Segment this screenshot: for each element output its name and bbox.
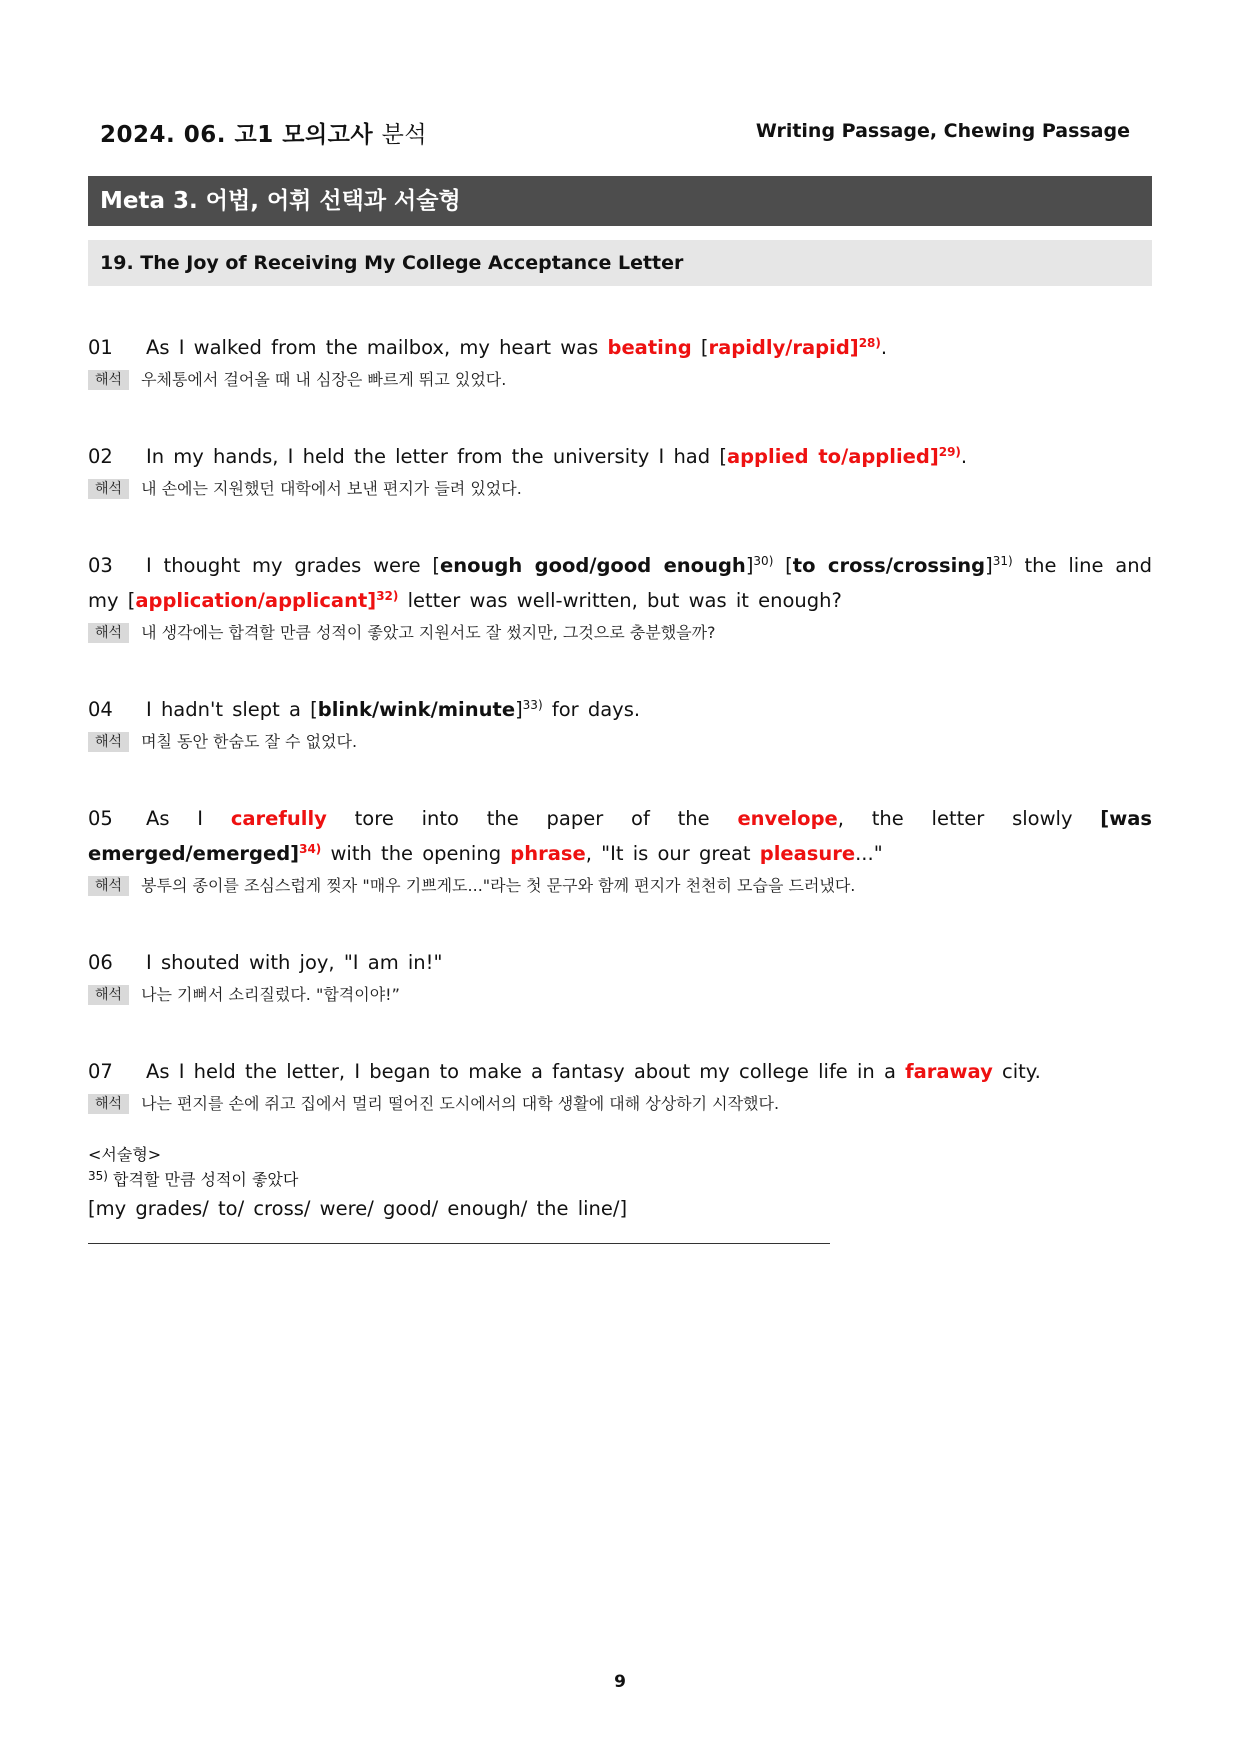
sentence-text: ..." (855, 842, 883, 865)
question-number: 31) (992, 554, 1013, 568)
sentence-text: [ (773, 554, 793, 577)
sentence-text: In my hands, I held the letter from the university I had [ (146, 445, 727, 468)
sentence-number: 01 (88, 336, 113, 359)
sentence-number: 05 (88, 807, 113, 830)
sentence-text: , "It is our great (585, 842, 760, 865)
sentence-05 (88, 801, 1152, 871)
translation-text: 내 생각에는 합격할 만큼 성적이 좋았고 지원서도 잘 썼지만, 그것으로 충분했을까? (141, 623, 716, 642)
translation-04 (88, 730, 1152, 754)
sentence-07 (88, 1054, 1152, 1089)
sentence-text: city. (992, 1060, 1041, 1083)
sentence-01 (88, 330, 1152, 365)
sentence-text: I thought my grades were [ (146, 554, 441, 577)
sentence-text: letter was well-written, but was it enough? (398, 589, 842, 612)
question-number: 34) (299, 842, 322, 856)
sentence-text: As I walked from the mailbox, my heart was (146, 336, 608, 359)
translation-text: 나는 기뻐서 소리질렀다. "합격이야!” (141, 985, 400, 1004)
sentence-text: , the letter slowly (837, 807, 1101, 830)
header-title (100, 116, 427, 149)
sentence-text: . (880, 336, 888, 359)
sentence-text: I shouted with joy, "I am in!" (146, 951, 443, 974)
vocab-choice: application/applicant] (135, 589, 377, 612)
translation-05 (88, 874, 1152, 898)
translation-tag: 해석 (88, 876, 129, 896)
sentence-03 (88, 548, 1152, 618)
sentence-02 (88, 439, 1152, 474)
sentence-text: [ (691, 336, 709, 359)
translation-tag: 해석 (88, 1094, 129, 1114)
grammar-choice: enough good/good enough (440, 554, 746, 577)
essay-question-text: 합격할 만큼 성적이 좋았다 (113, 1170, 299, 1189)
sentence-text: As I (146, 807, 231, 830)
highlighted-word: beating (607, 336, 692, 359)
sentence-text: tore into the paper of the (326, 807, 738, 830)
translation-tag: 해석 (88, 623, 129, 643)
highlighted-word: envelope (737, 807, 838, 830)
translation-text: 봉투의 종이를 조심스럽게 찢자 "매우 기쁘게도..."라는 첫 문구와 함께 편지가 천천히 모습을 드러냈다. (141, 876, 856, 895)
question-number: 30) (753, 554, 774, 568)
translation-02 (88, 477, 1152, 501)
highlighted-word: carefully (230, 807, 327, 830)
sentence-06 (88, 945, 1152, 980)
header-subtitle: Writing Passage, Chewing Passage (755, 120, 1130, 142)
question-number: 35) (88, 1169, 108, 1183)
highlighted-word: pleasure (759, 842, 856, 865)
sentence-text: . (960, 445, 968, 468)
passage-content (88, 330, 1152, 1244)
translation-01 (88, 368, 1152, 392)
translation-text: 나는 편지를 손에 쥐고 집에서 멀리 떨어진 도시에서의 대학 생활에 대해 상상하기 시작했다. (141, 1094, 780, 1113)
sentence-number: 02 (88, 445, 113, 468)
passage-title: 19. The Joy of Receiving My College Acceptance Letter (88, 240, 1152, 286)
section-bar: Meta 3. 어법, 어휘 선택과 서술형 (88, 176, 1152, 226)
translation-tag: 해석 (88, 985, 129, 1005)
sentence-text: for days. (542, 698, 641, 721)
sentence-text: I hadn't slept a [ (146, 698, 318, 721)
question-number: 28) (858, 336, 881, 350)
sentence-text: the line and my [ (88, 554, 1152, 612)
vocab-choice: blink/wink/minute (317, 698, 516, 721)
question-number: 29) (938, 445, 961, 459)
sentence-number: 07 (88, 1060, 113, 1083)
highlighted-word: phrase (510, 842, 586, 865)
header-title-bold: 2024. 06. 고1 모의고사 (100, 122, 374, 148)
translation-text: 우체통에서 걸어올 때 내 심장은 빠르게 뛰고 있었다. (141, 370, 507, 389)
translation-text: 며칠 동안 한숨도 잘 수 없었다. (141, 732, 358, 751)
sentence-text: with the opening (321, 842, 511, 865)
translation-tag: 해석 (88, 732, 129, 752)
sentence-04 (88, 692, 1152, 727)
translation-text: 내 손에는 지원했던 대학에서 보낸 편지가 들려 있었다. (141, 479, 522, 498)
grammar-choice: [was emerged/emerged] (88, 807, 1152, 865)
sentence-number: 06 (88, 951, 113, 974)
sentence-text: ] (515, 698, 523, 721)
sentence-number: 04 (88, 698, 113, 721)
grammar-choice: to cross/crossing (792, 554, 986, 577)
answer-line[interactable] (88, 1225, 830, 1244)
sentence-text: ] (985, 554, 993, 577)
sentence-number: 03 (88, 554, 113, 577)
grammar-choice: applied to/applied] (726, 445, 939, 468)
translation-tag: 해석 (88, 370, 129, 390)
translation-03 (88, 621, 1152, 645)
sentence-text: As I held the letter, I began to make a fantasy about my college life in a (146, 1060, 906, 1083)
essay-word-bank: [my grades/ to/ cross/ were/ good/ enough/ the line/] (88, 1197, 628, 1220)
question-number: 32) (376, 589, 399, 603)
sentence-text: ] (745, 554, 754, 577)
translation-07 (88, 1092, 1152, 1116)
question-number: 33) (522, 698, 543, 712)
page-number: 9 (614, 1672, 626, 1692)
highlighted-word: faraway (905, 1060, 993, 1083)
grammar-choice: rapidly/rapid] (708, 336, 859, 359)
essay-question (88, 1167, 1152, 1193)
header-title-light: 분석 (381, 122, 428, 148)
translation-tag: 해석 (88, 479, 129, 499)
essay-heading: <서술형> (88, 1145, 162, 1164)
translation-06 (88, 983, 1152, 1007)
